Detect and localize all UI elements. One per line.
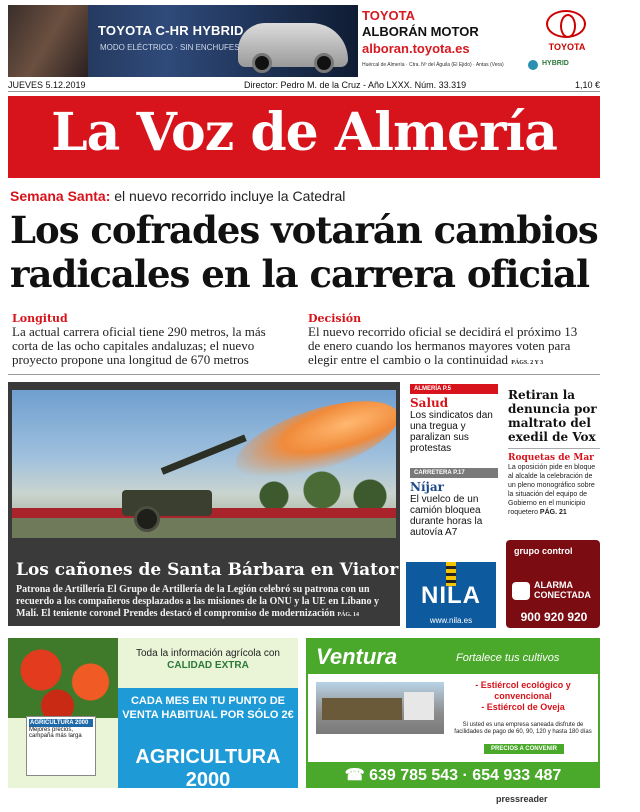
lead-subpoint-right [308,312,586,370]
agri-top-bold: CALIDAD EXTRA [167,660,249,671]
ground [12,518,396,538]
dealer-name: ALBORÁN MOTOR [362,24,479,39]
ventura-item: - Estiércol de Oveja [481,702,565,712]
ventura-ad[interactable] [306,638,600,788]
subpoint-text [308,325,586,370]
dealer-info [362,8,542,76]
brief-text: El vuelco de un camión bloquea durante horas la autovía A7 [410,494,483,538]
ventura-phones: ☎ 639 785 543 · 654 933 487 [344,767,562,784]
ventura-title: Ventura [316,644,398,669]
page-ref: PÁG. 21 [539,509,567,516]
director-info: Director: Pedro M. de la Cruz - Año LXXX. Núm. 33.319 [244,80,467,90]
footer [420,792,600,808]
pressreader-logo[interactable]: pressreader [496,794,548,804]
toyota-logo-word: TOYOTA [548,42,586,52]
magazine-text: Mejores precios, campaña más larga [29,727,82,739]
section-bar: CARRETERA P.17 [410,468,498,478]
car-image [238,23,348,67]
subpoint-text: La actual carrera oficial tiene 290 metros, la más corta de las ocho capitales andaluzas; el nuevo proyecto propone una longitud de 670 metros [12,324,266,367]
divider [8,374,600,375]
photo-story[interactable] [8,382,400,626]
alarm-brand: grupo control [514,546,573,556]
lead-kicker [10,188,345,204]
right-body: La oposición pide en bloque al alcalde la celebración de un pleno monográfico sobre la situación del equipo de Gobierno en el municipio roquetero [508,464,596,516]
nila-url: www.nila.es [429,616,473,625]
subpoint-label: Longitud [12,312,68,325]
ventura-button[interactable]: PRECIOS A CONVENIR [484,744,564,754]
agri-title-bar [118,742,298,788]
magazine-title: AGRICULTURA 2000 [29,719,93,727]
agri-title: AGRICULTURA 2000 [135,746,281,788]
ad-title: TOYOTA C-HR HYBRID [98,23,244,38]
photo-caption [16,584,396,621]
cannon-barrel [161,435,247,475]
agri-top-text [118,648,298,672]
nila-ad[interactable] [406,562,496,628]
lead-subpoint-left [12,312,290,367]
dealer-address: Huércal de Almería · Ctra. Nº del Águila (El Ejido) · Antas (Vera) [362,62,504,68]
lead-headline[interactable]: Los cofrades votarán cambios radicales en la carrera oficial [10,208,598,296]
issue-date: JUEVES 5.12.2019 [8,80,86,90]
brief-text: Los sindicatos dan una tregua y paralizan sus protestas [410,410,493,454]
tomatoes-image [8,638,118,718]
alarm-ad[interactable] [506,540,600,628]
brief-label: Salud [410,396,449,410]
page-ref: PÁGS. 2 Y 3 [511,360,544,366]
agri-offer-bar [118,688,298,742]
toyota-banner-ad[interactable] [8,5,358,77]
hybrid-icon [528,60,538,70]
dateline [8,80,600,92]
truck-image [316,682,444,734]
wifi-icon [512,582,530,600]
divider [508,448,600,449]
cannon-wheel [134,506,160,532]
brief-nijar[interactable] [410,468,498,538]
kicker-section: Semana Santa: [10,188,111,204]
brief-label: Níjar [410,480,444,494]
alarm-phone: 900 920 920 [520,610,588,624]
agri-offer: CADA MES EN TU PUNTO DE VENTA HABITUAL POR SÓLO 2€ [122,695,294,721]
ventura-header [308,640,598,674]
section-bar: ALMERÍA P.5 [410,384,498,394]
masthead[interactable] [8,96,600,178]
ventura-products [452,680,594,713]
ventura-slogan: Fortalece tus cultivos [456,652,560,664]
right-text [508,463,600,517]
ad-person-photo [8,5,88,77]
ventura-note: Si usted es una empresa saneada disfrute de facilidades de pago de 60, 90, 120 y hasta 180 días [454,722,592,735]
page-ref: PÁG. 14 [337,612,360,618]
brief-salud[interactable] [410,384,498,454]
right-headline: Retiran la denuncia por maltrato del exedil de Vox [508,388,597,444]
toyota-logo-icon [546,10,586,38]
subpoint-body: El nuevo recorrido oficial se decidirá el próximo 13 de enero cuando los hermanos mayores voten para elegir entre el cambio o la continuidad [308,324,578,367]
alarm-title: ALARMA CONECTADA [534,580,591,600]
cannon-photo [12,390,396,538]
nila-logo: NILA [421,582,481,609]
ventura-item: - Estiércol ecológico y convencional [475,680,571,701]
agri-top-line: Toda la información agrícola con [136,648,280,659]
caption-body: Patrona de Artillería El Grupo de Artillería de la Legión celebró su patrona con un recuerdo a los compañeros desplazados a las misiones de la ONU y la UE en Líbano y Malí. El teniente coronel Prendes destacó el compromiso de modernización [16,584,379,619]
dealer-url[interactable]: alboran.toyota.es [362,41,470,56]
right-label: Roquetas de Mar [508,453,594,463]
ventura-phone-bar [308,762,598,786]
agricultura-ad[interactable] [8,638,298,788]
magazine-cover [26,716,96,776]
hybrid-word: HYBRID [542,60,569,67]
right-brief[interactable] [508,388,600,517]
photo-headline: Los cañones de Santa Bárbara en Viator [16,560,399,580]
dealer-brand: TOYOTA [362,8,415,23]
kicker-text: el nuevo recorrido incluye la Catedral [114,188,346,204]
issue-price: 1,10 € [574,80,600,90]
ad-subtitle: MODO ELÉCTRICO · SIN ENCHUFES [100,43,240,52]
newspaper-title: La Voz de Almería [51,102,557,163]
subpoint-label: Decisión [308,312,362,325]
